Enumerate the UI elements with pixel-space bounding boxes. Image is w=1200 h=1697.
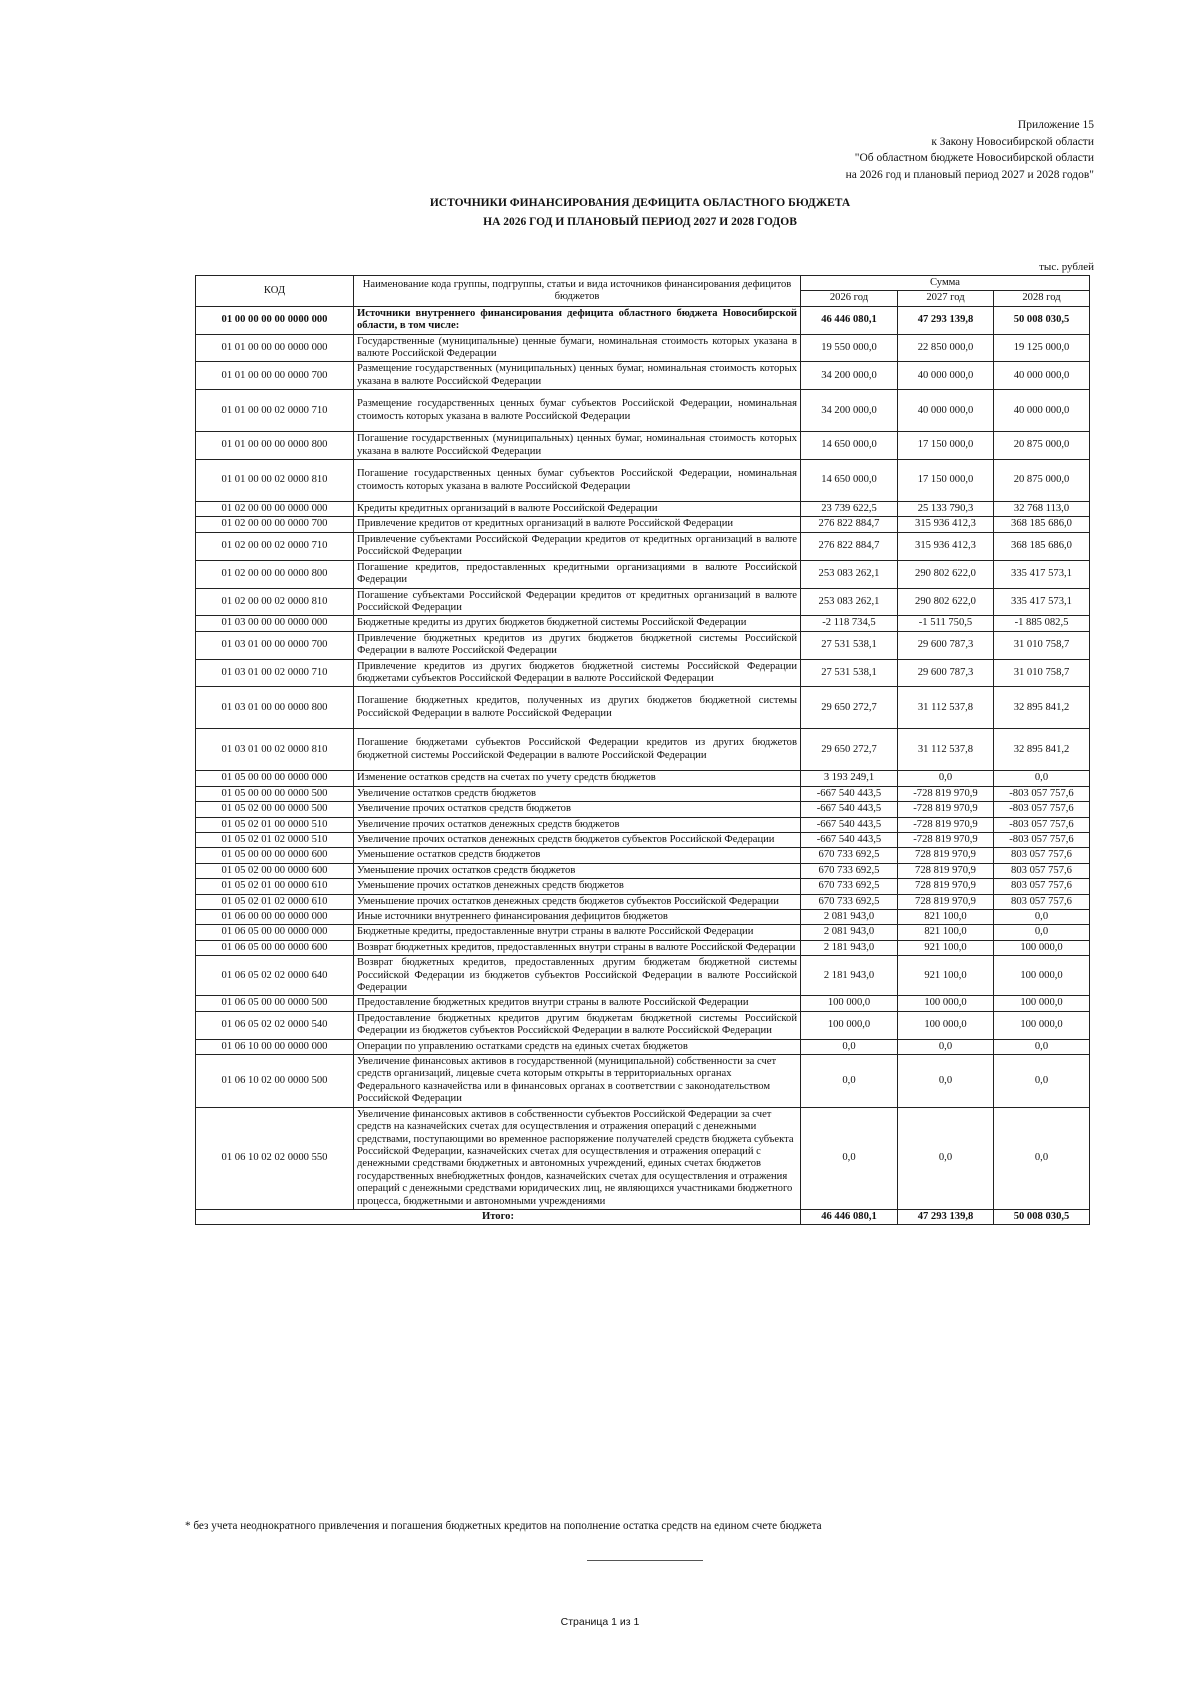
row-code: 01 02 00 00 02 0000 710	[196, 532, 354, 560]
table-row	[196, 687, 1090, 729]
row-value-2028: 368 185 686,0	[994, 532, 1090, 560]
row-value-2027: 821 100,0	[898, 910, 994, 925]
total-value-2026: 46 446 080,1	[801, 1209, 898, 1224]
row-name: Предоставление бюджетных кредитов внутри страны в валюте Российской Федерации	[354, 996, 801, 1011]
row-value-2026: 2 181 943,0	[801, 940, 898, 955]
row-value-2026: 29 650 272,7	[801, 729, 898, 771]
table-row	[196, 659, 1090, 687]
table-row	[196, 1011, 1090, 1039]
row-code: 01 01 00 00 00 0000 700	[196, 362, 354, 390]
row-value-2028: 803 057 757,6	[994, 894, 1090, 909]
row-name: Погашение бюджетных кредитов, полученных из других бюджетов бюджетной системы Российской Федерации в валюте Российской Федерации	[354, 687, 801, 729]
table-row	[196, 502, 1090, 517]
row-code: 01 01 00 00 02 0000 710	[196, 390, 354, 432]
table-header-row	[196, 276, 1090, 291]
table-row	[196, 817, 1090, 832]
row-code: 01 06 10 02 02 0000 550	[196, 1107, 354, 1209]
total-value-2027: 47 293 139,8	[898, 1209, 994, 1224]
header-sum: Сумма	[801, 276, 1090, 291]
row-value-2027: 290 802 622,0	[898, 560, 994, 588]
row-name: Погашение государственных ценных бумаг субъектов Российской Федерации, номинальная стоимость которых указана в валюте Российской Федерации	[354, 460, 801, 502]
row-name: Увеличение прочих остатков денежных средств бюджетов субъектов Российской Федерации	[354, 832, 801, 847]
row-value-2028: -803 057 757,6	[994, 802, 1090, 817]
row-name: Погашение кредитов, предоставленных кредитными организациями в валюте Российской Федерации	[354, 560, 801, 588]
row-value-2026: 27 531 538,1	[801, 631, 898, 659]
table-row	[196, 894, 1090, 909]
row-value-2027: -728 819 970,9	[898, 817, 994, 832]
row-name: Погашение субъектами Российской Федерации кредитов от кредитных организаций в валюте Российской Федерации	[354, 588, 801, 616]
row-name: Размещение государственных ценных бумаг субъектов Российской Федерации, номинальная стоимость которых указана в валюте Российской Федерации	[354, 390, 801, 432]
header-year-2027: 2027 год	[898, 291, 994, 306]
row-value-2026: 670 733 692,5	[801, 863, 898, 878]
row-value-2026: 14 650 000,0	[801, 432, 898, 460]
row-code: 01 06 10 00 00 0000 000	[196, 1039, 354, 1054]
row-name: Увеличение прочих остатков денежных средств бюджетов	[354, 817, 801, 832]
row-value-2028: 0,0	[994, 1055, 1090, 1108]
table-row	[196, 517, 1090, 532]
row-code: 01 03 01 00 00 0000 700	[196, 631, 354, 659]
row-value-2027: 0,0	[898, 1039, 994, 1054]
row-value-2026: 27 531 538,1	[801, 659, 898, 687]
row-code: 01 06 05 02 02 0000 540	[196, 1011, 354, 1039]
row-value-2027: 47 293 139,8	[898, 306, 994, 334]
row-value-2027: -728 819 970,9	[898, 832, 994, 847]
row-value-2026: -667 540 443,5	[801, 832, 898, 847]
row-code: 01 02 00 00 00 0000 800	[196, 560, 354, 588]
row-value-2027: 821 100,0	[898, 925, 994, 940]
row-value-2026: 3 193 249,1	[801, 771, 898, 786]
row-value-2028: 335 417 573,1	[994, 560, 1090, 588]
row-name: Привлечение субъектами Российской Федерации кредитов от кредитных организаций в валюте Российской Федерации	[354, 532, 801, 560]
header-name: Наименование кода группы, подгруппы, статьи и вида источников финансирования дефицитов бюджетов	[354, 276, 801, 307]
row-value-2026: 0,0	[801, 1107, 898, 1209]
row-value-2026: 670 733 692,5	[801, 879, 898, 894]
row-value-2027: 22 850 000,0	[898, 334, 994, 362]
row-value-2027: 728 819 970,9	[898, 863, 994, 878]
row-value-2026: 0,0	[801, 1055, 898, 1108]
title-line: ИСТОЧНИКИ ФИНАНСИРОВАНИЯ ДЕФИЦИТА ОБЛАСТНОГО БЮДЖЕТА	[429, 197, 851, 209]
row-value-2026: 253 083 262,1	[801, 588, 898, 616]
row-value-2028: 31 010 758,7	[994, 659, 1090, 687]
row-value-2026: 29 650 272,7	[801, 687, 898, 729]
row-value-2027: 728 819 970,9	[898, 848, 994, 863]
row-code: 01 06 00 00 00 0000 000	[196, 910, 354, 925]
appendix-line: Приложение 15	[1017, 119, 1094, 131]
row-code: 01 01 00 00 00 0000 800	[196, 432, 354, 460]
row-code: 01 05 00 00 00 0000 500	[196, 786, 354, 801]
table-row	[196, 588, 1090, 616]
table-row	[196, 1039, 1090, 1054]
row-name: Уменьшение прочих остатков денежных средств бюджетов субъектов Российской Федерации	[354, 894, 801, 909]
row-value-2028: 40 000 000,0	[994, 390, 1090, 432]
row-name: Погашение государственных (муниципальных) ценных бумаг, номинальная стоимость которых указана в валюте Российской Федерации	[354, 432, 801, 460]
table-row	[196, 532, 1090, 560]
row-name: Бюджетные кредиты из других бюджетов бюджетной системы Российской Федерации	[354, 616, 801, 631]
row-value-2026: 670 733 692,5	[801, 894, 898, 909]
appendix-line: "Об областном бюджете Новосибирской области	[854, 152, 1094, 164]
row-value-2028: 803 057 757,6	[994, 863, 1090, 878]
row-value-2028: 20 875 000,0	[994, 460, 1090, 502]
row-value-2027: 315 936 412,3	[898, 532, 994, 560]
row-value-2026: 2 181 943,0	[801, 956, 898, 996]
row-value-2027: 0,0	[898, 1055, 994, 1108]
row-value-2027: 728 819 970,9	[898, 894, 994, 909]
row-value-2027: 921 100,0	[898, 940, 994, 955]
row-code: 01 05 02 01 02 0000 610	[196, 894, 354, 909]
row-value-2027: 728 819 970,9	[898, 879, 994, 894]
row-value-2026: 0,0	[801, 1039, 898, 1054]
row-value-2028: 0,0	[994, 1039, 1090, 1054]
table-row	[196, 560, 1090, 588]
row-value-2028: 100 000,0	[994, 956, 1090, 996]
row-name: Изменение остатков средств на счетах по учету средств бюджетов	[354, 771, 801, 786]
table-row	[196, 940, 1090, 955]
header-year-2028: 2028 год	[994, 291, 1090, 306]
row-name: Государственные (муниципальные) ценные бумаги, номинальная стоимость которых указана в валюте Российской Федерации	[354, 334, 801, 362]
row-code: 01 05 00 00 00 0000 000	[196, 771, 354, 786]
row-value-2027: 100 000,0	[898, 1011, 994, 1039]
row-value-2027: 17 150 000,0	[898, 432, 994, 460]
row-name: Источники внутреннего финансирования дефицита областного бюджета Новосибирской области, в том числе:	[354, 306, 801, 334]
table-row	[196, 334, 1090, 362]
table-row	[196, 729, 1090, 771]
row-code: 01 03 01 00 02 0000 710	[196, 659, 354, 687]
row-code: 01 03 01 00 00 0000 800	[196, 687, 354, 729]
row-name: Предоставление бюджетных кредитов другим бюджетам бюджетной системы Российской Федерации из бюджетов субъектов Российской Федерации в валюте Российской Федерации	[354, 1011, 801, 1039]
row-name: Уменьшение остатков средств бюджетов	[354, 848, 801, 863]
row-value-2026: 670 733 692,5	[801, 848, 898, 863]
table-row	[196, 879, 1090, 894]
table-row	[196, 306, 1090, 334]
row-name: Увеличение финансовых активов в собственности субъектов Российской Федерации за счет средств на казначейских счетах для осуществления и отражения операций с денежными средствами, поступающими во временное распоряжение получателей средств бюджета субъекта Российской Федерации, казначейских счетах для осуществления и отражения операций с денежными средствами бюджетных и автономных учреждений, единых счетах бюджетов государственных внебюджетных фондов, казначейских счетах для осуществления и отражения операций с денежными средствами юридических лиц, не являющихся участниками бюджетного процесса, бюджетными и автономными учреждениями	[354, 1107, 801, 1209]
row-code: 01 05 02 01 00 0000 510	[196, 817, 354, 832]
row-value-2028: 0,0	[994, 910, 1090, 925]
row-code: 01 06 05 00 00 0000 000	[196, 925, 354, 940]
row-value-2026: 46 446 080,1	[801, 306, 898, 334]
table-row	[196, 460, 1090, 502]
row-code: 01 06 05 00 00 0000 500	[196, 996, 354, 1011]
row-name: Привлечение кредитов от кредитных организаций в валюте Российской Федерации	[354, 517, 801, 532]
table-row	[196, 848, 1090, 863]
row-value-2026: 23 739 622,5	[801, 502, 898, 517]
row-name: Привлечение кредитов из других бюджетов бюджетной системы Российской Федерации бюджетами субъектов Российской Федерации в валюте Российской Федерации	[354, 659, 801, 687]
row-value-2028: -803 057 757,6	[994, 817, 1090, 832]
row-value-2027: 290 802 622,0	[898, 588, 994, 616]
header-code: КОД	[196, 276, 354, 307]
appendix-block	[634, 117, 1094, 183]
row-name: Уменьшение прочих остатков средств бюджетов	[354, 863, 801, 878]
row-name: Иные источники внутреннего финансирования дефицитов бюджетов	[354, 910, 801, 925]
row-value-2028: -803 057 757,6	[994, 832, 1090, 847]
row-value-2027: -728 819 970,9	[898, 786, 994, 801]
row-code: 01 01 00 00 00 0000 000	[196, 334, 354, 362]
appendix-line: на 2026 год и плановый период 2027 и 2028 годов"	[845, 168, 1094, 181]
row-code: 01 02 00 00 00 0000 700	[196, 517, 354, 532]
row-name: Увеличение остатков средств бюджетов	[354, 786, 801, 801]
row-name: Погашение бюджетами субъектов Российской Федерации кредитов из других бюджетов бюджетной системы Российской Федерации в валюте Российской Федерации	[354, 729, 801, 771]
row-value-2027: 31 112 537,8	[898, 729, 994, 771]
row-code: 01 06 10 02 00 0000 500	[196, 1055, 354, 1108]
row-value-2028: -1 885 082,5	[994, 616, 1090, 631]
row-code: 01 02 00 00 02 0000 810	[196, 588, 354, 616]
row-name: Привлечение бюджетных кредитов из других бюджетов бюджетной системы Российской Федерации в валюте Российской Федерации	[354, 631, 801, 659]
row-value-2026: 100 000,0	[801, 1011, 898, 1039]
row-value-2028: 0,0	[994, 925, 1090, 940]
row-value-2026: 14 650 000,0	[801, 460, 898, 502]
table-row	[196, 771, 1090, 786]
row-name: Возврат бюджетных кредитов, предоставленных другим бюджетам бюджетной системы Российской Федерации из бюджетов субъектов Российской Федерации в валюте Российской Федерации	[354, 956, 801, 996]
row-code: 01 05 02 01 02 0000 510	[196, 832, 354, 847]
units-label: тыс. рублей	[1039, 261, 1094, 273]
table-row	[196, 802, 1090, 817]
table-row	[196, 863, 1090, 878]
row-code: 01 06 05 02 02 0000 640	[196, 956, 354, 996]
row-code: 01 06 05 00 00 0000 600	[196, 940, 354, 955]
row-name: Увеличение финансовых активов в государственной (муниципальной) собственности за счет средств организаций, лицевые счета которым открыты в территориальных органах Федерального казначейства или в финансовых органах в соответствии с законодательством Российской Федерации	[354, 1055, 801, 1108]
row-value-2027: 100 000,0	[898, 996, 994, 1011]
row-value-2027: 29 600 787,3	[898, 659, 994, 687]
row-value-2028: 31 010 758,7	[994, 631, 1090, 659]
row-value-2026: 276 822 884,7	[801, 532, 898, 560]
row-value-2027: 40 000 000,0	[898, 390, 994, 432]
footnote: * без учета неоднократного привлечения и погашения бюджетных кредитов на пополнение остатка средств на едином счете бюджета	[185, 1520, 822, 1532]
row-value-2026: -667 540 443,5	[801, 802, 898, 817]
table-row	[196, 390, 1090, 432]
row-value-2027: 0,0	[898, 771, 994, 786]
page-counter: Страница 1 из 1	[560, 1616, 640, 1628]
table-row	[196, 996, 1090, 1011]
row-value-2027: -1 511 750,5	[898, 616, 994, 631]
row-name: Размещение государственных (муниципальных) ценных бумаг, номинальная стоимость которых указана в валюте Российской Федерации	[354, 362, 801, 390]
row-value-2026: 253 083 262,1	[801, 560, 898, 588]
row-value-2028: 0,0	[994, 771, 1090, 786]
row-value-2026: 276 822 884,7	[801, 517, 898, 532]
row-value-2027: 40 000 000,0	[898, 362, 994, 390]
total-label: Итого:	[196, 1209, 801, 1224]
row-code: 01 05 02 01 00 0000 610	[196, 879, 354, 894]
row-value-2027: -728 819 970,9	[898, 802, 994, 817]
row-value-2026: 2 081 943,0	[801, 910, 898, 925]
row-value-2027: 17 150 000,0	[898, 460, 994, 502]
table-row	[196, 786, 1090, 801]
row-code: 01 01 00 00 02 0000 810	[196, 460, 354, 502]
row-code: 01 03 01 00 02 0000 810	[196, 729, 354, 771]
row-value-2028: -803 057 757,6	[994, 786, 1090, 801]
row-name: Кредиты кредитных организаций в валюте Российской Федерации	[354, 502, 801, 517]
row-value-2028: 20 875 000,0	[994, 432, 1090, 460]
row-value-2028: 32 895 841,2	[994, 729, 1090, 771]
row-value-2028: 32 895 841,2	[994, 687, 1090, 729]
row-value-2026: 2 081 943,0	[801, 925, 898, 940]
row-value-2027: 315 936 412,3	[898, 517, 994, 532]
row-name: Возврат бюджетных кредитов, предоставленных внутри страны в валюте Российской Федерации	[354, 940, 801, 955]
row-value-2028: 368 185 686,0	[994, 517, 1090, 532]
total-row	[196, 1209, 1090, 1224]
row-name: Увеличение прочих остатков средств бюджетов	[354, 802, 801, 817]
table-row	[196, 362, 1090, 390]
table-row	[196, 631, 1090, 659]
row-value-2028: 100 000,0	[994, 940, 1090, 955]
table-row	[196, 1055, 1090, 1108]
row-value-2026: 19 550 000,0	[801, 334, 898, 362]
table-row	[196, 432, 1090, 460]
header-year-2026: 2026 год	[801, 291, 898, 306]
row-value-2028: 40 000 000,0	[994, 362, 1090, 390]
row-value-2027: 921 100,0	[898, 956, 994, 996]
row-value-2027: 31 112 537,8	[898, 687, 994, 729]
table-row	[196, 832, 1090, 847]
row-value-2028: 50 008 030,5	[994, 306, 1090, 334]
row-value-2027: 25 133 790,3	[898, 502, 994, 517]
table-row	[196, 616, 1090, 631]
row-code: 01 05 02 00 00 0000 600	[196, 863, 354, 878]
row-value-2028: 19 125 000,0	[994, 334, 1090, 362]
row-value-2026: 34 200 000,0	[801, 390, 898, 432]
table-row	[196, 910, 1090, 925]
row-name: Операции по управлению остатками средств на единых счетах бюджетов	[354, 1039, 801, 1054]
table-row	[196, 925, 1090, 940]
row-value-2026: -667 540 443,5	[801, 817, 898, 832]
row-value-2028: 32 768 113,0	[994, 502, 1090, 517]
title-line: НА 2026 ГОД И ПЛАНОВЫЙ ПЕРИОД 2027 И 2028 ГОДОВ	[483, 216, 797, 228]
row-code: 01 05 02 00 00 0000 500	[196, 802, 354, 817]
row-name: Бюджетные кредиты, предоставленные внутри страны в валюте Российской Федерации	[354, 925, 801, 940]
separator-line	[587, 1560, 703, 1561]
row-code: 01 02 00 00 00 0000 000	[196, 502, 354, 517]
row-value-2027: 0,0	[898, 1107, 994, 1209]
table-row	[196, 956, 1090, 996]
row-value-2026: -2 118 734,5	[801, 616, 898, 631]
total-value-2028: 50 008 030,5	[994, 1209, 1090, 1224]
row-code: 01 05 00 00 00 0000 600	[196, 848, 354, 863]
row-code: 01 00 00 00 00 0000 000	[196, 306, 354, 334]
row-value-2026: 34 200 000,0	[801, 362, 898, 390]
row-value-2028: 100 000,0	[994, 1011, 1090, 1039]
document-title	[0, 194, 1200, 232]
row-code: 01 03 00 00 00 0000 000	[196, 616, 354, 631]
row-value-2028: 335 417 573,1	[994, 588, 1090, 616]
financing-sources-table	[195, 275, 1090, 1225]
row-value-2027: 29 600 787,3	[898, 631, 994, 659]
row-value-2028: 803 057 757,6	[994, 848, 1090, 863]
row-value-2028: 0,0	[994, 1107, 1090, 1209]
appendix-line: к Закону Новосибирской области	[931, 135, 1094, 148]
row-value-2026: 100 000,0	[801, 996, 898, 1011]
row-value-2026: -667 540 443,5	[801, 786, 898, 801]
table-row	[196, 1107, 1090, 1209]
row-value-2028: 803 057 757,6	[994, 879, 1090, 894]
row-value-2028: 100 000,0	[994, 996, 1090, 1011]
row-name: Уменьшение прочих остатков денежных средств бюджетов	[354, 879, 801, 894]
